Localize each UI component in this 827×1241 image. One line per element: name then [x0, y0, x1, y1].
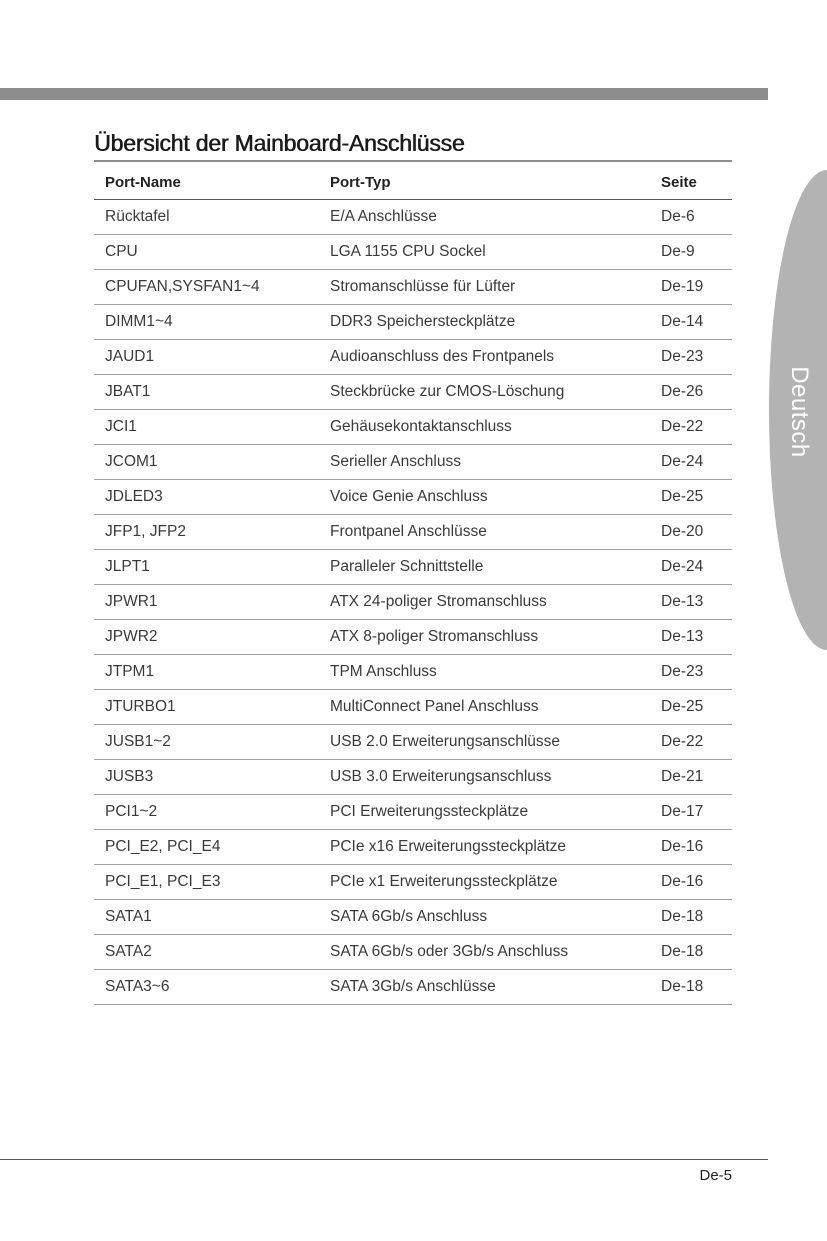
page-ref-cell: De-6 [654, 200, 732, 235]
page-ref-cell: De-25 [654, 480, 732, 515]
port-name-cell: JPWR2 [94, 620, 319, 655]
port-type-cell: TPM Anschluss [319, 655, 654, 690]
page-ref-cell: De-23 [654, 655, 732, 690]
port-name-cell: CPU [94, 235, 319, 270]
page-ref-cell: De-17 [654, 795, 732, 830]
port-type-cell: Gehäusekontaktanschluss [319, 410, 654, 445]
page-ref-cell: De-19 [654, 270, 732, 305]
port-type-cell: MultiConnect Panel Anschluss [319, 690, 654, 725]
port-type-cell: LGA 1155 CPU Sockel [319, 235, 654, 270]
page-ref-cell: De-14 [654, 305, 732, 340]
port-type-cell: PCI Erweiterungssteckplätze [319, 795, 654, 830]
port-name-cell: JLPT1 [94, 550, 319, 585]
port-type-cell: ATX 24-poliger Stromanschluss [319, 585, 654, 620]
port-name-cell: JFP1, JFP2 [94, 515, 319, 550]
table-row [94, 445, 732, 480]
table-row [94, 725, 732, 760]
page-ref-cell: De-23 [654, 340, 732, 375]
page-ref-cell: De-22 [654, 410, 732, 445]
table-row [94, 830, 732, 865]
page-ref-cell: De-13 [654, 620, 732, 655]
port-name-cell: JDLED3 [94, 480, 319, 515]
table-row [94, 655, 732, 690]
port-name-cell: JAUD1 [94, 340, 319, 375]
port-name-cell: SATA2 [94, 935, 319, 970]
table-header-row [94, 165, 732, 200]
port-type-cell: PCIe x1 Erweiterungssteckplätze [319, 865, 654, 900]
port-type-cell: PCIe x16 Erweiterungssteckplätze [319, 830, 654, 865]
page-ref-cell: De-13 [654, 585, 732, 620]
page-ref-cell: De-18 [654, 935, 732, 970]
port-name-cell: PCI_E2, PCI_E4 [94, 830, 319, 865]
port-name-cell: JUSB3 [94, 760, 319, 795]
table-row [94, 200, 732, 235]
page-ref-cell: De-21 [654, 760, 732, 795]
table-row [94, 970, 732, 1005]
port-name-cell: JTPM1 [94, 655, 319, 690]
page-ref-cell: De-26 [654, 375, 732, 410]
table-row [94, 305, 732, 340]
table-row [94, 795, 732, 830]
page-ref-cell: De-24 [654, 445, 732, 480]
port-name-cell: JCI1 [94, 410, 319, 445]
table-row [94, 690, 732, 725]
title-divider [94, 160, 732, 162]
port-type-cell: SATA 3Gb/s Anschlüsse [319, 970, 654, 1005]
page-ref-cell: De-16 [654, 830, 732, 865]
header-port-type: Port-Typ [319, 165, 654, 200]
port-type-cell: SATA 6Gb/s Anschluss [319, 900, 654, 935]
port-name-cell: DIMM1~4 [94, 305, 319, 340]
page-ref-cell: De-20 [654, 515, 732, 550]
port-type-cell: Voice Genie Anschluss [319, 480, 654, 515]
port-name-cell: JBAT1 [94, 375, 319, 410]
table-row [94, 270, 732, 305]
table-row [94, 235, 732, 270]
page-title: Übersicht der Mainboard-Anschlüsse [94, 130, 465, 156]
page-ref-cell: De-9 [654, 235, 732, 270]
table-row [94, 515, 732, 550]
table-row [94, 900, 732, 935]
port-type-cell: E/A Anschlüsse [319, 200, 654, 235]
port-table-body [94, 200, 732, 1005]
port-name-cell: SATA3~6 [94, 970, 319, 1005]
port-name-cell: JUSB1~2 [94, 725, 319, 760]
port-name-cell: CPUFAN,SYSFAN1~4 [94, 270, 319, 305]
table-row [94, 550, 732, 585]
port-type-cell: Steckbrücke zur CMOS-Löschung [319, 375, 654, 410]
table-row [94, 375, 732, 410]
page-number: De-5 [699, 1167, 732, 1184]
port-name-cell: JPWR1 [94, 585, 319, 620]
port-name-cell: PCI1~2 [94, 795, 319, 830]
header-bar [0, 88, 768, 100]
header-port-name: Port-Name [94, 165, 319, 200]
port-type-cell: Serieller Anschluss [319, 445, 654, 480]
page-ref-cell: De-18 [654, 970, 732, 1005]
port-type-cell: Paralleler Schnittstelle [319, 550, 654, 585]
page-ref-cell: De-24 [654, 550, 732, 585]
page-ref-cell: De-16 [654, 865, 732, 900]
page-ref-cell: De-25 [654, 690, 732, 725]
table-row [94, 865, 732, 900]
table-row [94, 760, 732, 795]
table-row [94, 620, 732, 655]
table-row [94, 410, 732, 445]
header-page: Seite [654, 165, 732, 200]
port-table [94, 165, 732, 1005]
port-type-cell: USB 3.0 Erweiterungsanschluss [319, 760, 654, 795]
table-row [94, 585, 732, 620]
port-name-cell: SATA1 [94, 900, 319, 935]
page-ref-cell: De-22 [654, 725, 732, 760]
port-type-cell: ATX 8-poliger Stromanschluss [319, 620, 654, 655]
table-row [94, 935, 732, 970]
port-type-cell: Audioanschluss des Frontpanels [319, 340, 654, 375]
port-type-cell: Stromanschlüsse für Lüfter [319, 270, 654, 305]
port-type-cell: Frontpanel Anschlüsse [319, 515, 654, 550]
port-type-cell: DDR3 Speichersteckplätze [319, 305, 654, 340]
port-name-cell: JCOM1 [94, 445, 319, 480]
port-type-cell: SATA 6Gb/s oder 3Gb/s Anschluss [319, 935, 654, 970]
port-name-cell: Rücktafel [94, 200, 319, 235]
port-name-cell: PCI_E1, PCI_E3 [94, 865, 319, 900]
port-name-cell: JTURBO1 [94, 690, 319, 725]
port-type-cell: USB 2.0 Erweiterungsanschlüsse [319, 725, 654, 760]
table-row [94, 340, 732, 375]
page-ref-cell: De-18 [654, 900, 732, 935]
table-row [94, 480, 732, 515]
language-side-tab-label: Deutsch [786, 366, 813, 458]
footer-divider [0, 1159, 768, 1160]
